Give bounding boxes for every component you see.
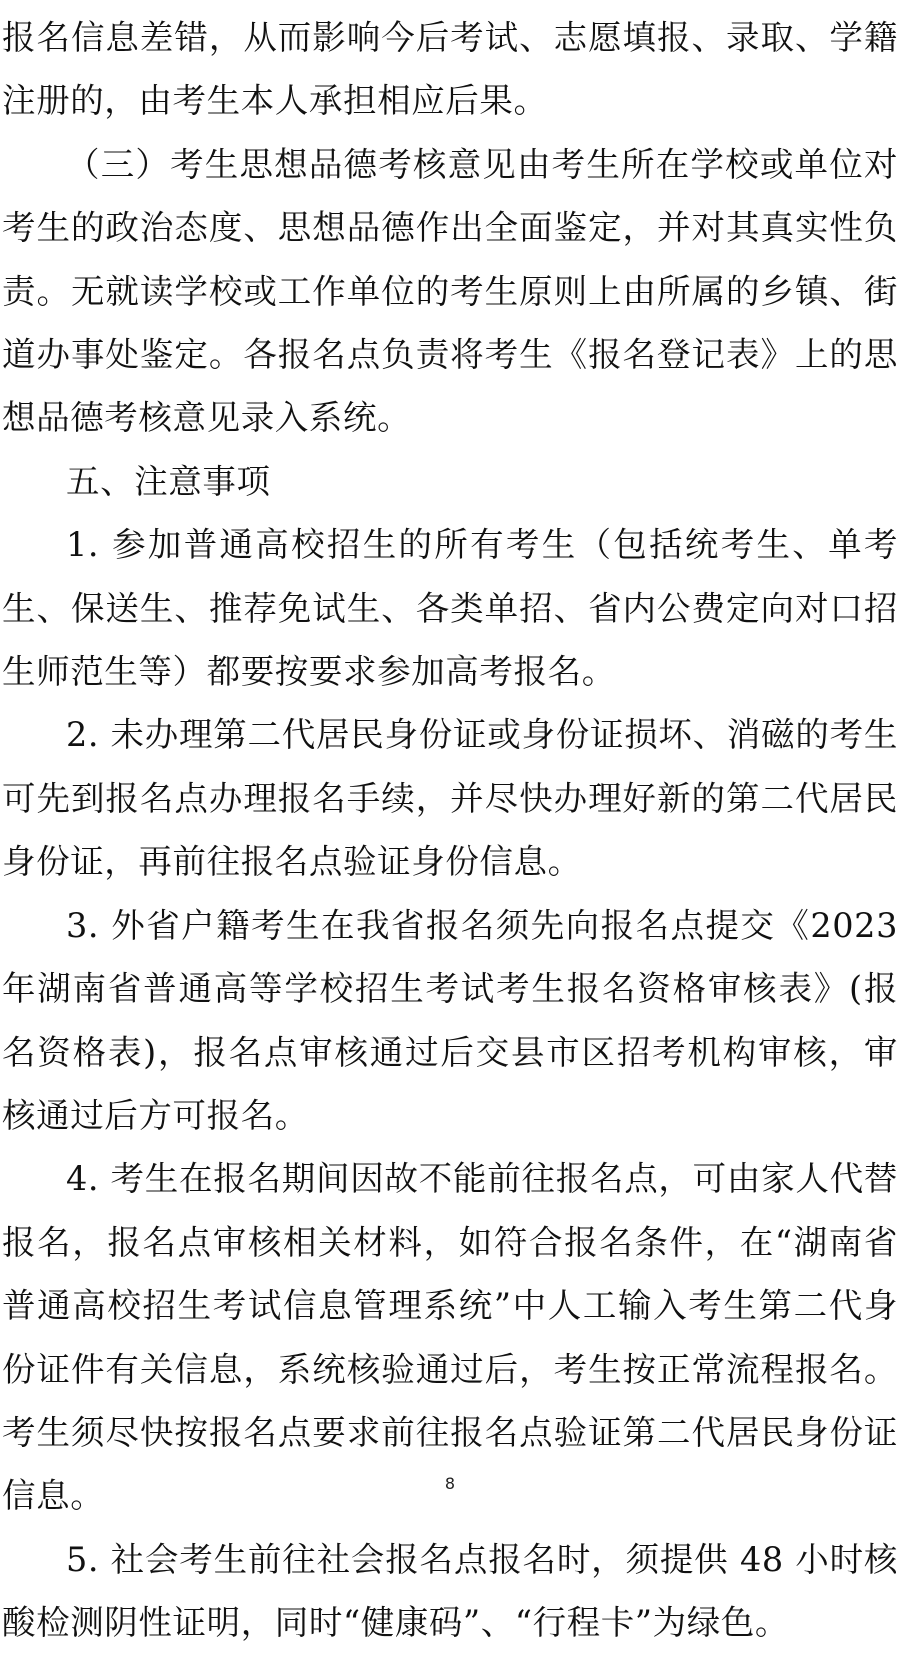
note-item-5: 5. 社会考生前往社会报名点报名时，须提供 48 小时核酸检测阴性证明，同时“健康码”、“行程卡”为绿色。: [2, 1539, 898, 1643]
note-item-1: 1. 参加普通高校招生的所有考生（包括统考生、单考生、保送生、推荐免试生、各类单招、省内公费定向对口招生师范生等）都要按要求参加高考报名。: [2, 525, 898, 692]
section-heading-notes: 五、注意事项: [66, 461, 271, 501]
note-item-2: 2. 未办理第二代居民身份证或身份证损坏、消磁的考生可先到报名点办理报名手续，并尽快办理好新的第二代居民身份证，再前往报名点验证身份信息。: [2, 715, 898, 882]
note-item-4: 4. 考生在报名期间因故不能前往报名点，可由家人代替报名，报名点审核相关材料，如符合报名条件，在“湖南省普通高校招生考试信息管理系统”中人工输入考生第二代身份证件有关信息，系统核验通过后，考生按正常流程报名。考生须尽快按报名点要求前往报名点验证第二代居民身份证信息。: [2, 1159, 898, 1516]
paragraph-continued: 报名信息差错，从而影响今后考试、志愿填报、录取、学籍注册的，由考生本人承担相应后果。: [2, 18, 898, 121]
document-body: [2, 6, 898, 1655]
note-item-3: 3. 外省户籍考生在我省报名须先向报名点提交《2023 年湖南省普通高等学校招生考试考生报名资格审核表》(报名资格表)，报名点审核通过后交县市区招考机构审核，审核通过后方可报名。: [2, 905, 898, 1135]
paragraph-moral-assessment: （三）考生思想品德考核意见由考生所在学校或单位对考生的政治态度、思想品德作出全面鉴定，并对其真实性负责。无就读学校或工作单位的考生原则上由所属的乡镇、街道办事处鉴定。各报名点负责将考生《报名登记表》上的思想品德考核意见录入系统。: [2, 144, 898, 438]
page-number: 8: [444, 1474, 456, 1493]
